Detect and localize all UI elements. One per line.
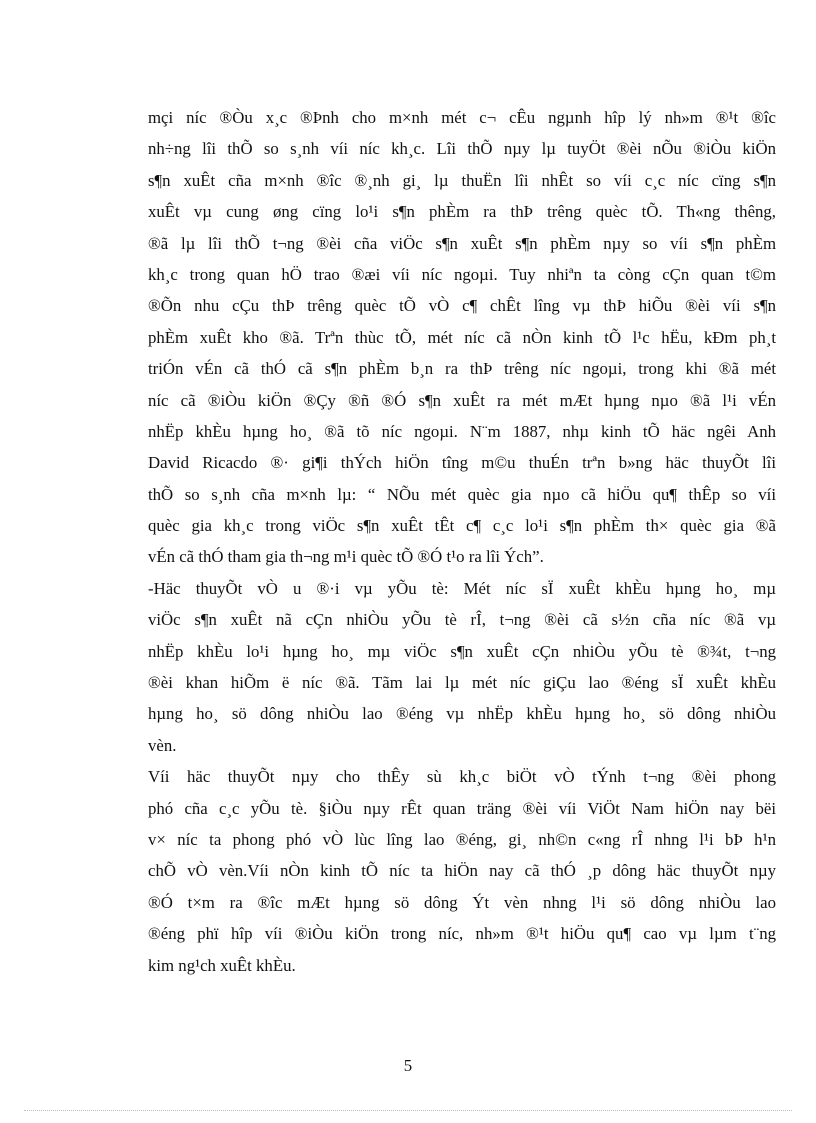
text-line: s¶n xuÊt cña m×nh ®îc ®¸nh gi¸ lµ thuËn lîi nhÊt so víi c¸c níc cïng s¶n <box>148 170 776 190</box>
body-text <box>148 102 776 981</box>
page-number: 5 <box>403 1056 413 1075</box>
text-line: vèn. <box>148 735 177 755</box>
text-line: phó cña c¸c yÕu tè. §iÒu nµy rÊt quan träng ®èi víi ViÖt Nam hiÖn nay bëi <box>148 798 776 818</box>
text-line: ®Õn nhu cÇu thÞ trêng quèc tÕ vÒ c¶ chÊt lîng vµ thÞ hiÕu ®èi víi s¶n <box>148 296 776 316</box>
page-bottom-rule <box>24 1110 792 1111</box>
text-line: vÉn cã thÓ tham gia th¬ng m¹i quèc tÕ ®Ó t¹o ra lîi Ých”. <box>148 547 544 567</box>
text-line: thÕ so s¸nh cña m×nh lµ: “ NÕu mét quèc gia nµo cã hiÖu qu¶ thÊp so víi <box>148 484 776 504</box>
text-line: hµng ho¸ sö dông nhiÒu lao ®éng vµ nhËp khÈu hµng ho¸ sö dông nhiÒu <box>148 704 776 724</box>
text-line: v× níc ta phong phó vÒ lùc lîng lao ®éng, gi¸ nh©n c«ng rÎ nhng l¹i bÞ h¹n <box>148 829 776 849</box>
text-line: David Ricacdo ®· gi¶i thÝch hiÖn tîng m©u thuÉn trªn b»ng häc thuyÕt lîi <box>148 453 776 473</box>
text-line: viÖc s¶n xuÊt nã cÇn nhiÒu yÕu tè rÎ, t¬ng ®èi cã s½n cña níc ®ã vµ <box>148 610 776 630</box>
text-line: níc cã ®iÒu kiÖn ®Çy ®ñ ®Ó s¶n xuÊt ra mét mÆt hµng nµo ®ã l¹i vÉn <box>148 390 776 410</box>
text-line: Víi häc thuyÕt nµy cho thÊy sù kh¸c biÖt vÒ tÝnh t¬ng ®èi phong <box>148 767 776 787</box>
text-line: ®Ó t×m ra ®îc mÆt hµng sö dông Ýt vèn nhng l¹i sö dông nhiÒu lao <box>148 892 776 912</box>
text-line: -Häc thuyÕt vÒ u ®·i vµ yÕu tè: Mét níc sÏ xuÊt khÈu hµng ho¸ mµ <box>148 578 776 598</box>
text-line: ®ã lµ lîi thÕ t¬ng ®èi cña viÖc s¶n xuÊt s¶n phÈm nµy so víi s¶n phÈm <box>148 233 776 253</box>
text-line: nhËp khÈu lo¹i hµng ho¸ mµ viÖc s¶n xuÊt cÇn nhiÒu yÕu tè ®¾t, t¬ng <box>148 641 776 661</box>
text-line: nhËp khÈu hµng ho¸ ®ã tõ níc ngoµi. N¨m 1887, nhµ kinh tÕ häc ngêi Anh <box>148 421 776 441</box>
text-line: nh÷ng lîi thÕ so s¸nh víi níc kh¸c. Lîi thÕ nµy lµ tuyÖt ®èi nÕu ®iÒu kiÖn <box>148 139 776 159</box>
text-line: xuÊt vµ cung øng cïng lo¹i s¶n phÈm ra thÞ trêng quèc tÕ. Th«ng thêng, <box>148 202 776 222</box>
text-line: ®éng phï hîp víi ®iÒu kiÖn trong níc, nh»m ®¹t hiÖu qu¶ cao vµ lµm t¨ng <box>148 924 776 944</box>
text-line: kh¸c trong quan hÖ trao ®æi víi níc ngoµi. Tuy nhiªn ta còng cÇn quan t©m <box>148 264 776 284</box>
text-line: ®èi khan hiÕm ë níc ®ã. Tãm lai lµ mét níc giÇu lao ®éng sÏ xuÊt khÈu <box>148 673 776 693</box>
text-line: phÈm xuÊt kho ®ã. Trªn thùc tÕ, mét níc cã nÒn kinh tÕ l¹c hËu, kÐm ph¸t <box>148 327 776 347</box>
text-line: chÕ vÒ vèn.Víi nÒn kinh tÕ níc ta hiÖn nay cã thÓ ¸p dông häc thuyÕt nµy <box>148 861 776 881</box>
text-line: mçi níc ®Òu x¸c ®Þnh cho m×nh mét c¬ cÊu ngµnh hîp lý nh»m ®¹t ®îc <box>148 108 776 127</box>
text-line: kim ng¹ch xuÊt khÈu. <box>148 955 296 975</box>
text-line: triÓn vÉn cã thÓ cã s¶n phÈm b¸n ra thÞ trêng níc ngoµi, trong khi ®ã mét <box>148 359 776 379</box>
text-line: quèc gia kh¸c trong viÖc s¶n xuÊt tÊt c¶ c¸c lo¹i s¶n phÈm th× quèc gia ®ã <box>148 516 776 536</box>
